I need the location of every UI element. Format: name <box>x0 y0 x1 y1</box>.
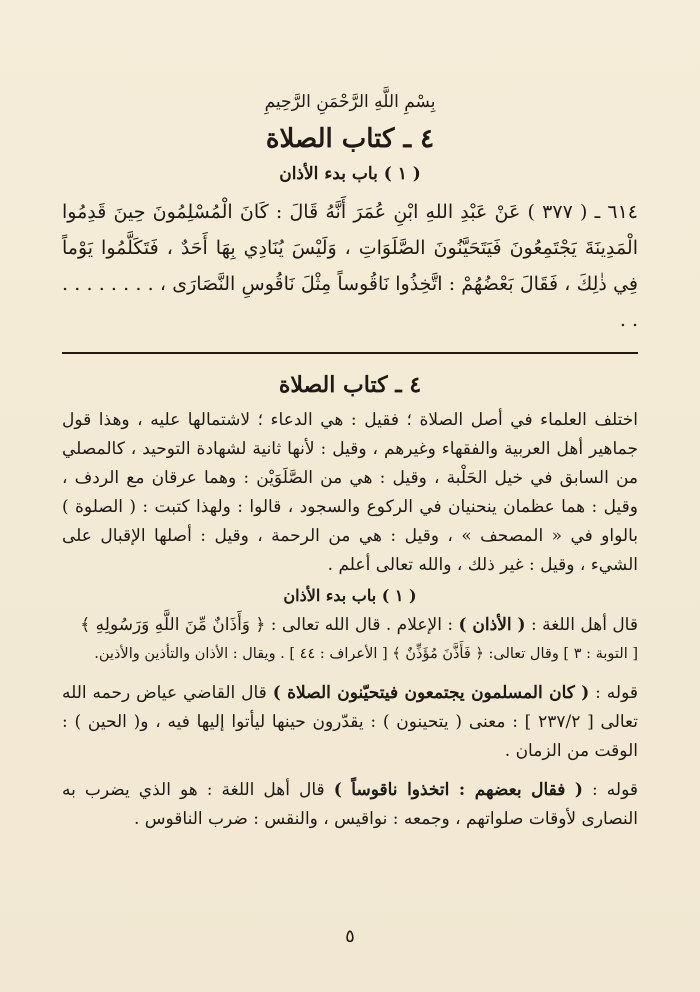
note-naqus-prefix: قوله : <box>582 780 638 800</box>
commentary-book-title: ٤ ـ كتاب الصلاة <box>278 372 422 398</box>
page-content <box>62 92 638 840</box>
note-tahayyun-term: ( كان المسلمون يجتمعون فيتحيّنون الصلاة ) <box>272 683 590 703</box>
note-naqus <box>62 776 638 834</box>
commentary-intro: اختلف العلماء في أصل الصلاة ؛ فقيل : هي الدعاء ؛ لاشتمالها عليه ، وهذا قول جماهير أهل العربية والفقهاء وغيرهم ، وقيل : لأنها ثانية لشهادة التوحيد ، كالمصلي من السابق في خيل الحَلْبة ، وقيل : هي من الصَّلَوَيْن : وهما عرقان مع الردف ، وقيل : هما عظمان ينحنيان في الركوع والسجود ، قالوا : ولهذا كتبت : ( الصلوة ) بالواو في « المصحف » ، وقيل : هي من الرحمة ، وقيل : أصلها الإقبال على الشيء ، وقيل : غير ذلك ، والله تعالى أعلم . <box>62 410 638 575</box>
note-naqus-term: ( فقال بعضهم : اتخذوا ناقوساً ) <box>333 780 583 800</box>
note-adhan-term: ( الأذان ) <box>458 615 526 635</box>
note-tahayyun-prefix: قوله : <box>589 683 639 703</box>
note-naqus-rest: قال أهل اللغة : هو الذي يضرب به النصارى لأوقات صلواتهم ، وجمعه : نواقيس ، والنقس : ضرب الناقوس . <box>62 780 638 829</box>
hadith-text: ٦١٤ ـ ( ٣٧٧ ) عَنْ عَبْدِ اللهِ ابْنِ عُمَرَ أَنَّهُ قَالَ : كَانَ الْمُسْلِمُونَ حِينَ قَدِمُوا الْمَدِينَةَ يَجْتَمِعُونَ فَيَتَحَيَّنُونَ الصَّلَوَاتِ ، وَلَيْسَ يُنَادِي بِهَا أَحَدٌ ، فَتَكَلَّمُوا يَوْماً فِي ذٰلِكَ ، فَقَالَ بَعْضُهُمْ : اتَّخِذُوا نَاقُوساً مِثْلَ نَاقُوسِ النَّصَارَى ، . . . . . . . . . . <box>62 201 638 331</box>
note-adhan <box>62 611 638 640</box>
commentary-chapter-title: ( ١ ) باب بدء الأذان <box>283 586 417 605</box>
note-adhan-line2: [ التوبة : ٣ ] وقال تعالى: ﴿ فَأَذَّنَ مُؤَذِّنٌ ﴾ [ الأعراف : ٤٤ ] . ويقال : الأذان والتأذين والأذين. <box>94 646 638 662</box>
chapter-title: ( ١ ) باب بدء الأذان <box>279 164 421 184</box>
book-title: ٤ ـ كتاب الصلاة <box>265 124 435 154</box>
note-adhan-rest: : الإعلام . قال الله تعالى : ﴿ وَأَذَانٌ مِّنَ اللَّهِ وَرَسُولِهِ ﴾ <box>80 615 459 635</box>
note-tahayyun-rest: قال القاضي عياض رحمه الله تعالى [ ٢٣٧/٢ ] : معنى ( يتحينون ) : يقدّرون حينها ليأتوا إليها فيه ، و( الحين ) : الوقت من الزمان . <box>62 683 638 761</box>
section-divider <box>62 352 638 354</box>
page-number: ٥ <box>345 926 355 947</box>
basmala: بِسْمِ اللَّهِ الرَّحْمَنِ الرَّحِيمِ <box>264 92 436 112</box>
note-tahayyun <box>62 679 638 766</box>
note-adhan-prefix: قال أهل اللغة : <box>525 615 638 635</box>
